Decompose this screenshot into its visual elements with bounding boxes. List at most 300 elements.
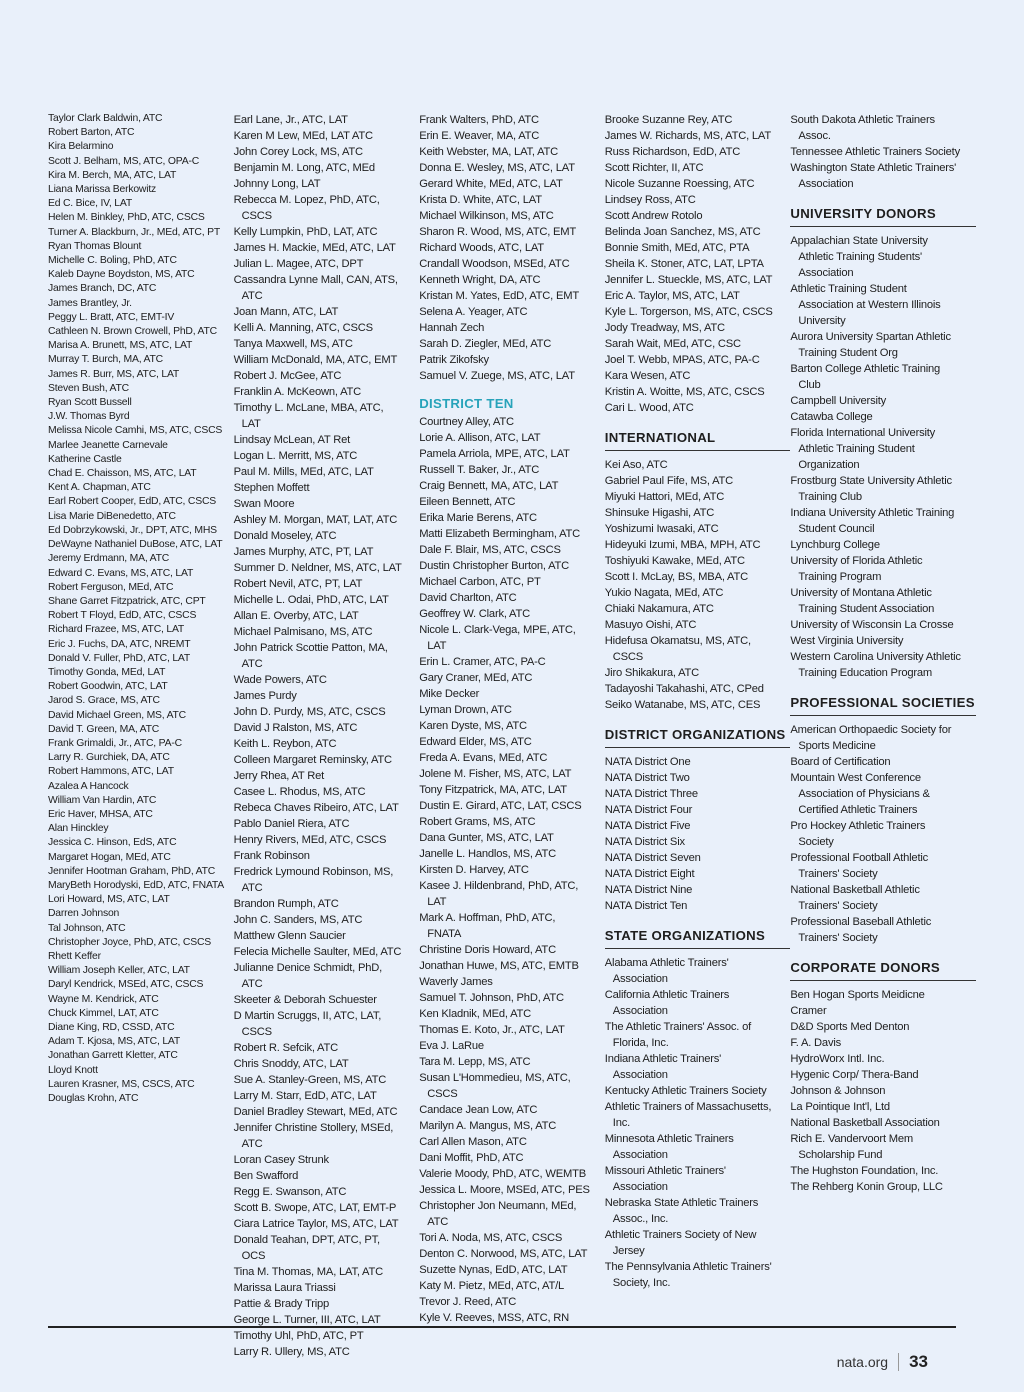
donor-entry: Jody Treadway, MS, ATC xyxy=(604,322,725,334)
donor-entry: Pamela Arriola, MPE, ATC, LAT xyxy=(419,448,570,460)
donor-entry: The Pennsylvania Athletic Trainers' Society, Inc. xyxy=(604,1261,772,1289)
donor-entry: Rebeca Chaves Ribeiro, ATC, LAT xyxy=(233,802,399,814)
donor-entry: MaryBeth Horodyski, EdD, ATC, FNATA xyxy=(48,879,225,891)
donor-entry: Casee L. Rhodus, MS, ATC xyxy=(233,786,366,798)
donor-entry: Timothy L. McLane, MBA, ATC, LAT xyxy=(233,402,384,430)
donor-entry: Summer D. Neldner, MS, ATC, LAT xyxy=(233,562,402,574)
donor-entry: Indiana Athletic Trainers' Association xyxy=(604,1053,722,1081)
donor-entry: Susan L'Hommedieu, MS, ATC, CSCS xyxy=(419,1072,571,1100)
page-footer xyxy=(837,1352,928,1372)
donor-entry: Seiko Watanabe, MS, ATC, CES xyxy=(604,699,761,711)
donor-entry: Waverly James xyxy=(419,976,493,988)
donor-entry: Kira M. Berch, MA, ATC, LAT xyxy=(48,169,177,181)
donor-entry: D&D Sports Med Denton xyxy=(790,1021,910,1033)
donor-entry: Kyle L. Torgerson, MS, ATC, CSCS xyxy=(604,306,773,318)
donor-entry: Katherine Castle xyxy=(48,453,122,465)
donor-entry: Larry M. Starr, EdD, ATC, LAT xyxy=(233,1090,377,1102)
donor-entry: Lyman Drown, ATC xyxy=(419,704,512,716)
donor-entry: Keith L. Reybon, ATC xyxy=(233,738,337,750)
donor-entry: Eva J. LaRue xyxy=(419,1040,484,1052)
donor-entry: Samuel V. Zuege, MS, ATC, LAT xyxy=(419,370,575,382)
donor-entry: Toshiyuki Kawake, MEd, ATC xyxy=(604,555,745,567)
donor-entry: Mark A. Hoffman, PhD, ATC, FNATA xyxy=(419,912,556,940)
donor-entry: Stephen Moffett xyxy=(233,482,310,494)
donor-entry: Donald Moseley, ATC xyxy=(233,530,337,542)
donor-entry: Jerry Rhea, AT Ret xyxy=(233,770,325,782)
donor-entry: Eric J. Fuchs, DA, ATC, NREMT xyxy=(48,638,191,650)
donor-entry: Valerie Moody, PhD, ATC, WEMTB xyxy=(419,1168,587,1180)
donor-entry: Samuel T. Johnson, PhD, ATC xyxy=(419,992,564,1004)
donor-entry: Kristin A. Woitte, MS, ATC, CSCS xyxy=(604,386,765,398)
donor-entry: Donna E. Wesley, MS, ATC, LAT xyxy=(419,162,575,174)
donor-entry: Chiaki Nakamura, ATC xyxy=(604,603,714,615)
donor-entry: DeWayne Nathaniel DuBose, ATC, LAT xyxy=(48,539,223,551)
donor-entry: Florida International University Athletic Training Student Organization xyxy=(790,427,936,471)
donor-entry: William Van Hardin, ATC xyxy=(48,794,157,806)
donor-entry: Paul M. Mills, MEd, ATC, LAT xyxy=(233,466,374,478)
donor-entry: Thomas E. Koto, Jr., ATC, LAT xyxy=(419,1024,565,1036)
donor-entry: Suzette Nynas, EdD, ATC, LAT xyxy=(419,1264,568,1276)
donor-entry: Loran Casey Strunk xyxy=(233,1154,329,1166)
donor-entry: Matthew Glenn Saucier xyxy=(233,930,346,942)
donor-entry: Gabriel Paul Fife, MS, ATC xyxy=(604,475,734,487)
donor-entry: Kei Aso, ATC xyxy=(604,459,668,471)
donor-entry: Robert Ferguson, MEd, ATC xyxy=(48,581,174,593)
donor-entry: James Brantley, Jr. xyxy=(48,297,132,309)
donor-entry: Joan Mann, ATC, LAT xyxy=(233,306,339,318)
footer-rule xyxy=(48,1326,956,1328)
donor-entry: Michael Wilkinson, MS, ATC xyxy=(419,210,554,222)
donor-entry: Daniel Bradley Stewart, MEd, ATC xyxy=(233,1106,398,1118)
donor-entry: Edward Elder, MS, ATC xyxy=(419,736,532,748)
donor-entry: NATA District Seven xyxy=(604,852,701,864)
donor-entry: Janelle L. Handlos, MS, ATC xyxy=(419,848,556,860)
donor-entry: Candace Jean Low, ATC xyxy=(419,1104,538,1116)
donor-entry: Robert Goodwin, ATC, LAT xyxy=(48,681,168,693)
donor-entry: Gary Craner, MEd, ATC xyxy=(419,672,533,684)
donor-entry: Benjamin M. Long, ATC, MEd xyxy=(233,162,375,174)
section-heading: STATE ORGANIZATIONS xyxy=(605,928,791,949)
donor-entry: Aurora University Spartan Athletic Training Student Org xyxy=(790,331,951,359)
donor-entry: Sheila K. Stoner, ATC, LAT, LPTA xyxy=(604,258,764,270)
donor-entry: Dustin Christopher Burton, ATC xyxy=(419,560,570,572)
donor-entry: Lauren Krasner, MS, CSCS, ATC xyxy=(48,1078,195,1090)
donor-entry: Tennessee Athletic Trainers Society xyxy=(790,146,960,158)
section-heading: UNIVERSITY DONORS xyxy=(790,206,976,227)
donor-entry: James Murphy, ATC, PT, LAT xyxy=(233,546,374,558)
donor-entry: Tadayoshi Takahashi, ATC, CPed xyxy=(604,683,764,695)
donor-entry: Edward C. Evans, MS, ATC, LAT xyxy=(48,567,194,579)
donor-entry: Marisa A. Brunett, MS, ATC, LAT xyxy=(48,340,193,352)
donor-entry: NATA District Nine xyxy=(604,884,693,896)
column-3 xyxy=(419,112,605,1360)
donor-entry: Franklin A. McKeown, ATC xyxy=(233,386,362,398)
donor-entry: Helen M. Binkley, PhD, ATC, CSCS xyxy=(48,212,205,224)
donor-entry: Scott I. McLay, BS, MBA, ATC xyxy=(604,571,748,583)
donor-entry: Ryan Thomas Blount xyxy=(48,240,142,252)
donor-entry: Kyle V. Reeves, MSS, ATC, RN xyxy=(419,1312,570,1324)
donor-entry: Jennifer Hootman Graham, PhD, ATC xyxy=(48,865,216,877)
column-2 xyxy=(234,112,420,1360)
donor-entry: Hideyuki Izumi, MBA, MPH, ATC xyxy=(604,539,761,551)
donor-entry: Sarah Wait, MEd, ATC, CSC xyxy=(604,338,741,350)
donor-entry: Kentucky Athletic Trainers Society xyxy=(604,1085,767,1097)
donor-entry: Matti Elizabeth Bermingham, ATC xyxy=(419,528,581,540)
donor-entry: John C. Sanders, MS, ATC xyxy=(233,914,363,926)
donor-entry: Alan Hinckley xyxy=(48,823,109,835)
donor-entry: Carl Allen Mason, ATC xyxy=(419,1136,527,1148)
donor-entry: Marlee Jeanette Carnevale xyxy=(48,439,168,451)
donor-entry: Eileen Bennett, ATC xyxy=(419,496,516,508)
donor-entry: Jarod S. Grace, MS, ATC xyxy=(48,695,160,707)
section-heading: CORPORATE DONORS xyxy=(790,960,976,981)
donor-entry: Robert J. McGee, ATC xyxy=(233,370,342,382)
donor-entry: Steven Bush, ATC xyxy=(48,382,129,394)
donor-entry: Adam T. Kjosa, MS, ATC, LAT xyxy=(48,1036,181,1048)
donor-entry: Frank Robinson xyxy=(233,850,310,862)
donor-entry: Mountain West Conference Association of Physicians & Certified Athletic Trainers xyxy=(790,772,930,816)
donor-entry: Tina M. Thomas, MA, LAT, ATC xyxy=(233,1266,383,1278)
donor-entry: Nicole Suzanne Roessing, ATC xyxy=(604,178,755,190)
donor-entry: David Michael Green, MS, ATC xyxy=(48,709,186,721)
section-heading: INTERNATIONAL xyxy=(605,430,791,451)
donor-entry: Marilyn A. Mangus, MS, ATC xyxy=(419,1120,557,1132)
donor-entry: Diane King, RD, CSSD, ATC xyxy=(48,1022,175,1033)
donor-entry: Masuyo Oishi, ATC xyxy=(604,619,697,631)
donor-entry: Richard Woods, ATC, LAT xyxy=(419,242,544,254)
donor-entry: West Virginia University xyxy=(790,635,904,647)
donor-entry: Jennifer Christine Stollery, MSEd, ATC xyxy=(233,1122,394,1150)
donor-entry: Lloyd Knott xyxy=(48,1064,98,1076)
donor-entry: Appalachian State University Athletic Training Students' Association xyxy=(790,235,928,279)
donor-entry: Earl Robert Cooper, EdD, ATC, CSCS xyxy=(48,496,216,508)
donor-entry: Jennifer L. Stueckle, MS, ATC, LAT xyxy=(604,274,773,286)
donor-entry: Ed Dobrzykowski, Jr., DPT, ATC, MHS xyxy=(48,524,217,536)
donor-entry: University of Wisconsin La Crosse xyxy=(790,619,954,631)
donor-entry: Kasee J. Hildenbrand, PhD, ATC, LAT xyxy=(419,880,579,908)
section-heading: DISTRICT TEN xyxy=(419,396,514,411)
donor-entry: NATA District Six xyxy=(604,836,685,848)
donor-entry: Geoffrey W. Clark, ATC xyxy=(419,608,531,620)
donor-entry: Frank Walters, PhD, ATC xyxy=(419,114,539,126)
donor-entry: Catawba College xyxy=(790,411,873,423)
donor-entry: Joel T. Webb, MPAS, ATC, PA-C xyxy=(604,354,760,366)
donor-entry: Ben Hogan Sports Meidicne xyxy=(790,989,925,1001)
donor-entry: NATA District Eight xyxy=(604,868,695,880)
donor-entry: D Martin Scruggs, II, ATC, LAT, CSCS xyxy=(233,1010,382,1038)
donor-entry: Western Carolina University Athletic Training Education Program xyxy=(790,651,961,679)
donor-entry: Christopher Joyce, PhD, ATC, CSCS xyxy=(48,936,211,948)
donor-entry: Darren Johnson xyxy=(48,908,120,920)
donor-entry: Daryl Kendrick, MSEd, ATC, CSCS xyxy=(48,979,204,991)
donor-entry: NATA District One xyxy=(604,756,691,768)
donor-entry: Jonathan Garrett Kletter, ATC xyxy=(48,1050,178,1062)
donor-entry: David J Ralston, MS, ATC xyxy=(233,722,358,734)
donor-entry: Brandon Rumph, ATC xyxy=(233,898,339,910)
donor-entry: NATA District Four xyxy=(604,804,693,816)
donor-entry: Sharon R. Wood, MS, ATC, EMT xyxy=(419,226,577,238)
donor-entry: The Athletic Trainers' Assoc. of Florida, Inc. xyxy=(604,1021,751,1049)
donor-entry: Karen Dyste, MS, ATC xyxy=(419,720,527,732)
donor-entry: John Corey Lock, MS, ATC xyxy=(233,146,363,158)
donor-entry: Johnny Long, LAT xyxy=(233,178,321,190)
donor-entry: Lynchburg College xyxy=(790,539,880,551)
donor-entry: Lorie A. Allison, ATC, LAT xyxy=(419,432,541,444)
donor-entry: Robert Grams, MS, ATC xyxy=(419,816,536,828)
donor-entry: NATA District Two xyxy=(604,772,690,784)
donor-columns xyxy=(48,112,975,1360)
donor-entry: Kenneth Wright, DA, ATC xyxy=(419,274,541,286)
donor-entry: David T. Green, MA, ATC xyxy=(48,723,160,735)
donor-entry: Professional Football Athletic Trainers' Society xyxy=(790,852,929,880)
donor-entry: Ryan Scott Bussell xyxy=(48,397,132,409)
donor-entry: Pattie & Brady Tripp xyxy=(233,1298,330,1310)
donor-entry: Colleen Margaret Reminsky, ATC xyxy=(233,754,392,766)
donor-entry: Michael Palmisano, MS, ATC xyxy=(233,626,373,638)
donor-entry: Timothy Uhl, PhD, ATC, PT xyxy=(233,1330,364,1342)
donor-entry: Crandall Woodson, MSEd, ATC xyxy=(419,258,570,270)
donor-entry: Tori A. Noda, MS, ATC, CSCS xyxy=(419,1232,563,1244)
donor-entry: Cramer xyxy=(790,1005,827,1017)
donor-entry: NATA District Ten xyxy=(604,900,688,912)
donor-entry: Scott Andrew Rotolo xyxy=(604,210,703,222)
donor-entry: F. A. Davis xyxy=(790,1037,842,1049)
donor-entry: NATA District Five xyxy=(604,820,691,832)
donor-entry: Christopher Jon Neumann, MEd, ATC xyxy=(419,1200,577,1228)
donor-entry: Chuck Kimmel, LAT, ATC xyxy=(48,1007,159,1019)
donor-entry: J.W. Thomas Byrd xyxy=(48,411,130,423)
donor-entry: Indiana University Athletic Training Student Council xyxy=(790,507,955,535)
donor-entry: Fredrick Lymound Robinson, MS, ATC xyxy=(233,866,394,894)
donor-entry: Frank Grimaldi, Jr., ATC, PA-C xyxy=(48,737,182,749)
donor-entry: Katy M. Pietz, MEd, ATC, AT/L xyxy=(419,1280,565,1292)
donor-entry: Trevor J. Reed, ATC xyxy=(419,1296,517,1308)
donor-entry: Azalea A Hancock xyxy=(48,780,129,792)
donor-entry: Kent A. Chapman, ATC xyxy=(48,482,151,494)
donor-entry: Frostburg State University Athletic Training Club xyxy=(790,475,952,503)
donor-entry: Craig Bennett, MA, ATC, LAT xyxy=(419,480,559,492)
donor-entry: Swan Moore xyxy=(233,498,295,510)
donor-entry: Jessica L. Moore, MSEd, ATC, PES xyxy=(419,1184,590,1196)
donor-entry: Lisa Marie DiBenedetto, ATC xyxy=(48,510,176,522)
donor-entry: Wade Powers, ATC xyxy=(233,674,327,686)
donor-entry: Board of Certification xyxy=(790,756,891,768)
donor-entry: Jiro Shikakura, ATC xyxy=(604,667,700,679)
donor-entry: Eric A. Taylor, MS, ATC, LAT xyxy=(604,290,740,302)
donor-entry: Erika Marie Berens, ATC xyxy=(419,512,537,524)
donor-entry: Scott J. Belham, MS, ATC, OPA-C xyxy=(48,155,200,167)
donor-entry: Athletic Trainers Society of New Jersey xyxy=(604,1229,757,1257)
donor-entry: Tara M. Lepp, MS, ATC xyxy=(419,1056,531,1068)
donor-entry: Felecia Michelle Saulter, MEd, ATC xyxy=(233,946,402,958)
donor-entry: John D. Purdy, MS, ATC, CSCS xyxy=(233,706,386,718)
donor-entry: University of Montana Athletic Training Student Association xyxy=(790,587,935,615)
donor-entry: Michelle L. Odai, PhD, ATC, LAT xyxy=(233,594,389,606)
section-heading: PROFESSIONAL SOCIETIES xyxy=(790,695,976,716)
donor-entry: Sarah D. Ziegler, MEd, ATC xyxy=(419,338,552,350)
donor-entry: Nicole L. Clark-Vega, MPE, ATC, LAT xyxy=(419,624,576,652)
donor-entry: Ed C. Bice, IV, LAT xyxy=(48,198,132,210)
donor-entry: Taylor Clark Baldwin, ATC xyxy=(48,113,163,124)
donor-entry: Kelli A. Manning, ATC, CSCS xyxy=(233,322,373,334)
donor-entry: Lindsay McLean, AT Ret xyxy=(233,434,351,446)
donor-entry: Lori Howard, MS, ATC, LAT xyxy=(48,894,170,906)
donor-entry: Campbell University xyxy=(790,395,887,407)
donor-entry: The Rehberg Konin Group, LLC xyxy=(790,1181,943,1193)
donor-entry: Rich E. Vandervoort Mem Scholarship Fund xyxy=(790,1133,914,1161)
donor-entry: Robert Hammons, ATC, LAT xyxy=(48,766,174,778)
column-5 xyxy=(790,112,976,1360)
donor-entry: National Basketball Association xyxy=(790,1117,940,1129)
donor-entry: George L. Turner, III, ATC, LAT xyxy=(233,1314,381,1326)
donor-entry: David Charlton, ATC xyxy=(419,592,517,604)
donor-entry: Marissa Laura Triassi xyxy=(233,1282,336,1294)
donor-entry: Turner A. Blackburn, Jr., MEd, ATC, PT xyxy=(48,226,220,238)
donor-entry: Lindsey Ross, ATC xyxy=(604,194,696,206)
donor-entry: Erin E. Weaver, MA, ATC xyxy=(419,130,540,142)
donor-entry: Richard Frazee, MS, ATC, LAT xyxy=(48,624,185,636)
donor-entry: Krista D. White, ATC, LAT xyxy=(419,194,542,206)
donor-entry: Hidefusa Okamatsu, MS, ATC, CSCS xyxy=(604,635,751,663)
donor-entry: University of Florida Athletic Training Program xyxy=(790,555,923,583)
donor-entry: Tony Fitzpatrick, MA, ATC, LAT xyxy=(419,784,567,796)
donor-entry: Michelle C. Boling, PhD, ATC xyxy=(48,255,177,267)
donor-entry: Tanya Maxwell, MS, ATC xyxy=(233,338,353,350)
donor-entry: Pro Hockey Athletic Trainers Society xyxy=(790,820,926,848)
donor-entry: James Purdy xyxy=(233,690,297,702)
donor-entry: Denton C. Norwood, MS, ATC, LAT xyxy=(419,1248,588,1260)
donor-entry: Kelly Lumpkin, PhD, LAT, ATC xyxy=(233,226,378,238)
donor-entry: The Hughston Foundation, Inc. xyxy=(790,1165,939,1177)
donor-entry: California Athletic Trainers Association xyxy=(604,989,730,1017)
donor-entry: William Joseph Keller, ATC, LAT xyxy=(48,965,190,977)
donor-entry: Michael Carbon, ATC, PT xyxy=(419,576,541,588)
donor-entry: Gerard White, MEd, ATC, LAT xyxy=(419,178,563,190)
donor-entry: Robert Barton, ATC xyxy=(48,127,135,139)
donor-entry: Ashley M. Morgan, MAT, LAT, ATC xyxy=(233,514,398,526)
donor-entry: John Patrick Scottie Patton, MA, ATC xyxy=(233,642,388,670)
donor-entry: Liana Marissa Berkowitz xyxy=(48,184,157,196)
donor-entry: Larry R. Ullery, MS, ATC xyxy=(233,1346,350,1358)
donor-entry: Cassandra Lynne Mall, CAN, ATS, ATC xyxy=(233,274,398,302)
donor-entry: Kristan M. Yates, EdD, ATC, EMT xyxy=(419,290,579,302)
donor-entry: NATA District Three xyxy=(604,788,698,800)
donor-entry: Hannah Zech xyxy=(419,322,485,334)
donor-entry: Shinsuke Higashi, ATC xyxy=(604,507,715,519)
donor-entry: Julian L. Magee, ATC, DPT xyxy=(233,258,364,270)
donor-entry: Dustin E. Girard, ATC, LAT, CSCS xyxy=(419,800,582,812)
donor-entry: Cari L. Wood, ATC xyxy=(604,402,694,414)
donor-entry: Larry R. Gurchiek, DA, ATC xyxy=(48,752,170,764)
donor-entry: La Pointique Int'l, Ltd xyxy=(790,1101,890,1113)
donor-entry: Washington State Athletic Trainers' Association xyxy=(790,162,957,190)
donor-entry: Hygenic Corp/ Thera-Band xyxy=(790,1069,919,1081)
donor-entry: Kara Wesen, ATC xyxy=(604,370,691,382)
donor-entry: Christine Doris Howard, ATC xyxy=(419,944,556,956)
donor-entry: HydroWorx Intl. Inc. xyxy=(790,1053,885,1065)
donor-entry: Missouri Athletic Trainers' Association xyxy=(604,1165,726,1193)
donor-entry: Regg E. Swanson, ATC xyxy=(233,1186,347,1198)
donor-entry: Rhett Keffer xyxy=(48,950,101,962)
donor-entry: Yoshizumi Iwasaki, ATC xyxy=(604,523,719,535)
donor-entry: Timothy Gonda, MEd, LAT xyxy=(48,666,166,678)
donor-entry: Donald V. Fuller, PhD, ATC, LAT xyxy=(48,652,191,664)
donor-entry: Scott Richter, II, ATC xyxy=(604,162,704,174)
donor-entry: Courtney Alley, ATC xyxy=(419,416,514,428)
donor-entry: Ciara Latrice Taylor, MS, ATC, LAT xyxy=(233,1218,399,1230)
donor-entry: Julianne Denice Schmidt, PhD, ATC xyxy=(233,962,383,990)
donor-entry: Alabama Athletic Trainers' Association xyxy=(604,957,729,985)
donor-entry: Minnesota Athletic Trainers Association xyxy=(604,1133,734,1161)
donor-entry: James W. Richards, MS, ATC, LAT xyxy=(604,130,771,142)
donor-entry: Shane Garret Fitzpatrick, ATC, CPT xyxy=(48,595,206,607)
donor-entry: Athletic Training Student Association at Western Illinois University xyxy=(790,283,941,327)
donor-entry: Patrik Zikofsky xyxy=(419,354,489,366)
donor-entry: Professional Baseball Athletic Trainers' Society xyxy=(790,916,932,944)
donor-entry: Skeeter & Deborah Schuester xyxy=(233,994,377,1006)
donor-entry: James Branch, DC, ATC xyxy=(48,283,157,295)
column-4 xyxy=(605,112,791,1360)
donor-entry: Cathleen N. Brown Crowell, PhD, ATC xyxy=(48,326,217,338)
donor-entry: Melissa Nicole Camhi, MS, ATC, CSCS xyxy=(48,425,223,437)
donor-entry: Russ Richardson, EdD, ATC xyxy=(604,146,741,158)
donor-entry: Robert T Floyd, EdD, ATC, CSCS xyxy=(48,610,197,622)
donor-entry: Sue A. Stanley-Green, MS, ATC xyxy=(233,1074,387,1086)
donor-entry: Eric Haver, MHSA, ATC xyxy=(48,808,153,820)
donor-entry: Margaret Hogan, MEd, ATC xyxy=(48,851,171,863)
donor-entry: Jeremy Erdmann, MA, ATC xyxy=(48,553,170,565)
donor-entry: James H. Mackie, MEd, ATC, LAT xyxy=(233,242,396,254)
donor-entry: Selena A. Yeager, ATC xyxy=(419,306,528,318)
donor-entry: Miyuki Hattori, MEd, ATC xyxy=(604,491,725,503)
donor-entry: Allan E. Overby, ATC, LAT xyxy=(233,610,359,622)
donor-entry: Bonnie Smith, MEd, ATC, PTA xyxy=(604,242,750,254)
donor-entry: Henry Rivers, MEd, ATC, CSCS xyxy=(233,834,387,846)
donor-entry: National Basketball Athletic Trainers' Society xyxy=(790,884,920,912)
donor-entry: Barton College Athletic Training Club xyxy=(790,363,941,391)
donor-entry: South Dakota Athletic Trainers Assoc. xyxy=(790,114,935,142)
donor-entry: Ben Swafford xyxy=(233,1170,299,1182)
donor-entry: Chad E. Chaisson, MS, ATC, LAT xyxy=(48,468,197,480)
donor-entry: Logan L. Merritt, MS, ATC xyxy=(233,450,358,462)
donor-entry: Dana Gunter, MS, ATC, LAT xyxy=(419,832,554,844)
donor-entry: Jolene M. Fisher, MS, ATC, LAT xyxy=(419,768,572,780)
donor-entry: William McDonald, MA, ATC, EMT xyxy=(233,354,398,366)
donor-entry: Donald Teahan, DPT, ATC, PT, OCS xyxy=(233,1234,380,1262)
section-heading: DISTRICT ORGANIZATIONS xyxy=(605,727,791,748)
donor-entry: American Orthopaedic Society for Sports Medicine xyxy=(790,724,952,752)
donor-entry: Brooke Suzanne Rey, ATC xyxy=(604,114,733,126)
donor-entry: Robert Nevil, ATC, PT, LAT xyxy=(233,578,363,590)
footer-site[interactable]: nata.org xyxy=(836,1354,889,1370)
donor-entry: Dale F. Blair, MS, ATC, CSCS xyxy=(419,544,561,556)
donor-entry: Earl Lane, Jr., ATC, LAT xyxy=(233,114,348,126)
donor-entry: Jonathan Huwe, MS, ATC, EMTB xyxy=(419,960,579,972)
donor-entry: Nebraska State Athletic Trainers Assoc., Inc. xyxy=(604,1197,759,1225)
donor-entry: Kaleb Dayne Boydston, MS, ATC xyxy=(48,269,195,281)
donor-entry: Ken Kladnik, MEd, ATC xyxy=(419,1008,532,1020)
donor-entry: Peggy L. Bratt, ATC, EMT-IV xyxy=(48,311,175,323)
page-number: 33 xyxy=(909,1352,928,1371)
donor-entry: Tal Johnson, ATC xyxy=(48,922,126,934)
donor-entry: Freda A. Evans, MEd, ATC xyxy=(419,752,548,764)
donor-entry: Dani Moffit, PhD, ATC xyxy=(419,1152,524,1164)
donor-entry: Karen M Lew, MEd, LAT ATC xyxy=(233,130,373,142)
donor-entry: Kirsten D. Harvey, ATC xyxy=(419,864,529,876)
donor-entry: Russell T. Baker, Jr., ATC xyxy=(419,464,540,476)
donor-entry: Jessica C. Hinson, EdS, ATC xyxy=(48,837,177,849)
donor-entry: Erin L. Cramer, ATC, PA-C xyxy=(419,656,546,668)
